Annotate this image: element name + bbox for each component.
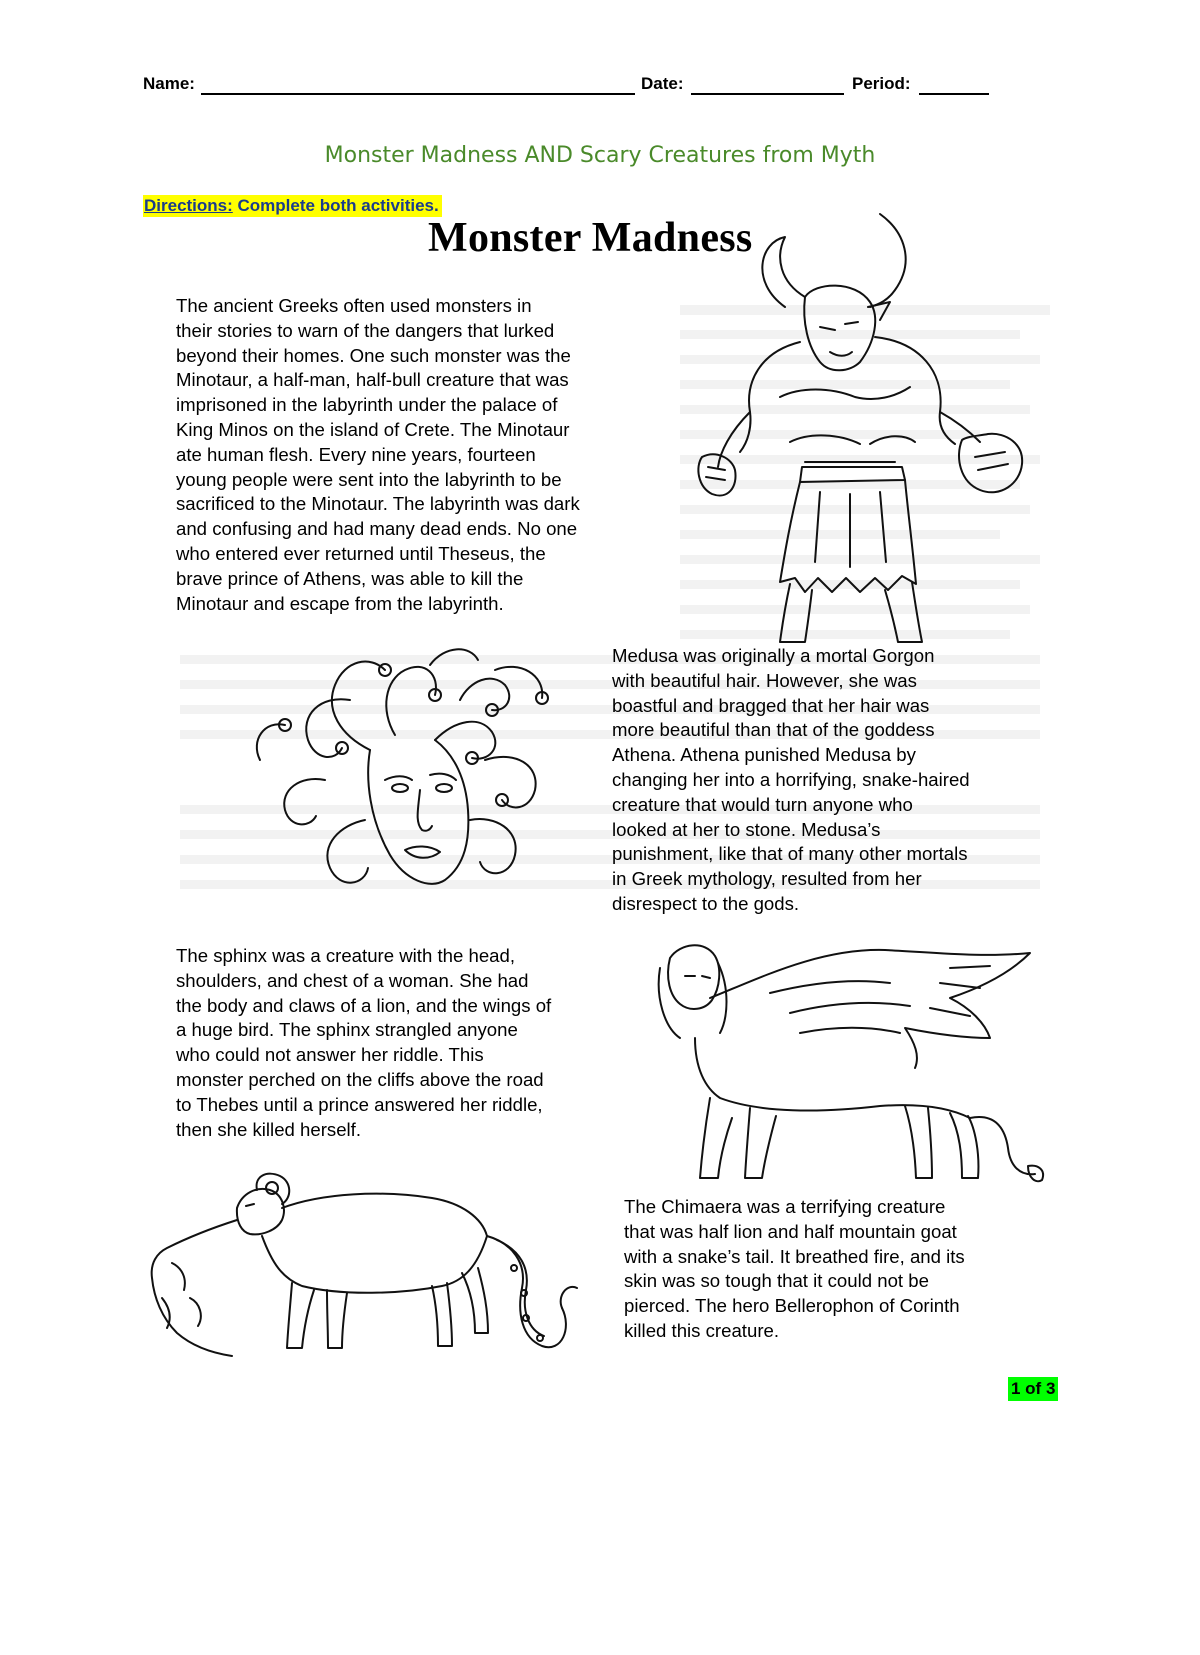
name-label: Name: <box>143 74 195 93</box>
paragraph-line: with a snake’s tail. It breathed fire, and its <box>624 1245 965 1267</box>
date-field-line[interactable] <box>691 93 844 95</box>
directions <box>143 195 442 217</box>
paragraph-line: beyond their homes. One such monster was the <box>176 344 571 366</box>
paragraph-line: ate human flesh. Every nine years, fourteen <box>176 443 536 465</box>
paragraph-line: Athena. Athena punished Medusa by <box>612 744 916 766</box>
paragraph-line: Minotaur and escape from the labyrinth. <box>176 592 504 614</box>
paragraph-line: more beautiful than that of the goddess <box>612 719 935 741</box>
page-indicator: 1 of 3 <box>1008 1377 1058 1401</box>
chimaera-paragraph <box>624 1195 965 1344</box>
paragraph-line: who could not answer her riddle. This <box>176 1044 484 1066</box>
paragraph-line: disrespect to the gods. <box>612 892 800 914</box>
section-title: Monster Madness <box>428 215 753 261</box>
paragraph-line: young people were sent into the labyrinth to be <box>176 468 562 490</box>
paragraph-line: Medusa was originally a mortal Gorgon <box>612 645 935 666</box>
paragraph-line: skin was so tough that it could not be <box>624 1270 929 1292</box>
paragraph-line: looked at her to stone. Medusa’s <box>612 818 881 840</box>
paragraph-line: changing her into a horrifying, snake-haired <box>612 768 970 790</box>
paragraph-line: the body and claws of a lion, and the wings of <box>176 994 552 1016</box>
paragraph-line: sacrificed to the Minotaur. The labyrinth was dark <box>176 493 580 515</box>
sphinx-illustration <box>650 938 1060 1186</box>
paragraph-line: Minotaur, a half-man, half-bull creature that was <box>176 369 569 391</box>
paragraph-line: The ancient Greeks often used monsters in <box>176 295 532 316</box>
paragraph-line: then she killed herself. <box>176 1118 362 1140</box>
date-label: Date: <box>641 74 684 93</box>
period-label: Period: <box>852 74 911 93</box>
paragraph-line: their stories to warn of the dangers that lurked <box>176 319 555 341</box>
paragraph-line: killed this creature. <box>624 1319 780 1341</box>
paragraph-line: The Chimaera was a terrifying creature <box>624 1196 946 1217</box>
document-title: Monster Madness AND Scary Creatures from Myth <box>324 143 876 168</box>
paragraph-line: shoulders, and chest of a woman. She had <box>176 969 529 991</box>
paragraph-line: monster perched on the cliffs above the road <box>176 1068 544 1090</box>
paragraph-line: with beautiful hair. However, she was <box>612 669 917 691</box>
paragraph-line: creature that would turn anyone who <box>612 793 913 815</box>
paragraph-line: imprisoned in the labyrinth under the palace of <box>176 394 558 416</box>
medusa-paragraph <box>612 644 970 917</box>
chimaera-illustration <box>142 1168 582 1378</box>
name-field-line[interactable] <box>201 93 635 95</box>
minotaur-illustration <box>690 212 1050 652</box>
paragraph-line: in Greek mythology, resulted from her <box>612 868 922 890</box>
period-field-line[interactable] <box>919 93 989 95</box>
student-info-row <box>143 72 993 98</box>
paragraph-line: a huge bird. The sphinx strangled anyone <box>176 1019 518 1041</box>
paragraph-line: who entered ever returned until Theseus, the <box>176 542 546 564</box>
sphinx-paragraph <box>176 944 551 1142</box>
directions-text: Complete both activities. <box>232 196 439 215</box>
medusa-illustration <box>230 640 615 920</box>
minotaur-paragraph <box>176 294 580 616</box>
paragraph-line: to Thebes until a prince answered her riddle, <box>176 1093 543 1115</box>
directions-label: Directions: <box>144 196 233 215</box>
paragraph-line: pierced. The hero Bellerophon of Corinth <box>624 1295 960 1317</box>
paragraph-line: punishment, like that of many other mortals <box>612 843 968 865</box>
paragraph-line: and confusing and had many dead ends. No one <box>176 518 578 540</box>
paragraph-line: boastful and bragged that her hair was <box>612 694 930 716</box>
paragraph-line: that was half lion and half mountain goat <box>624 1220 957 1242</box>
paragraph-line: brave prince of Athens, was able to kill the <box>176 567 524 589</box>
paragraph-line: The sphinx was a creature with the head, <box>176 945 516 966</box>
paragraph-line: King Minos on the island of Crete. The Minotaur <box>176 418 570 440</box>
